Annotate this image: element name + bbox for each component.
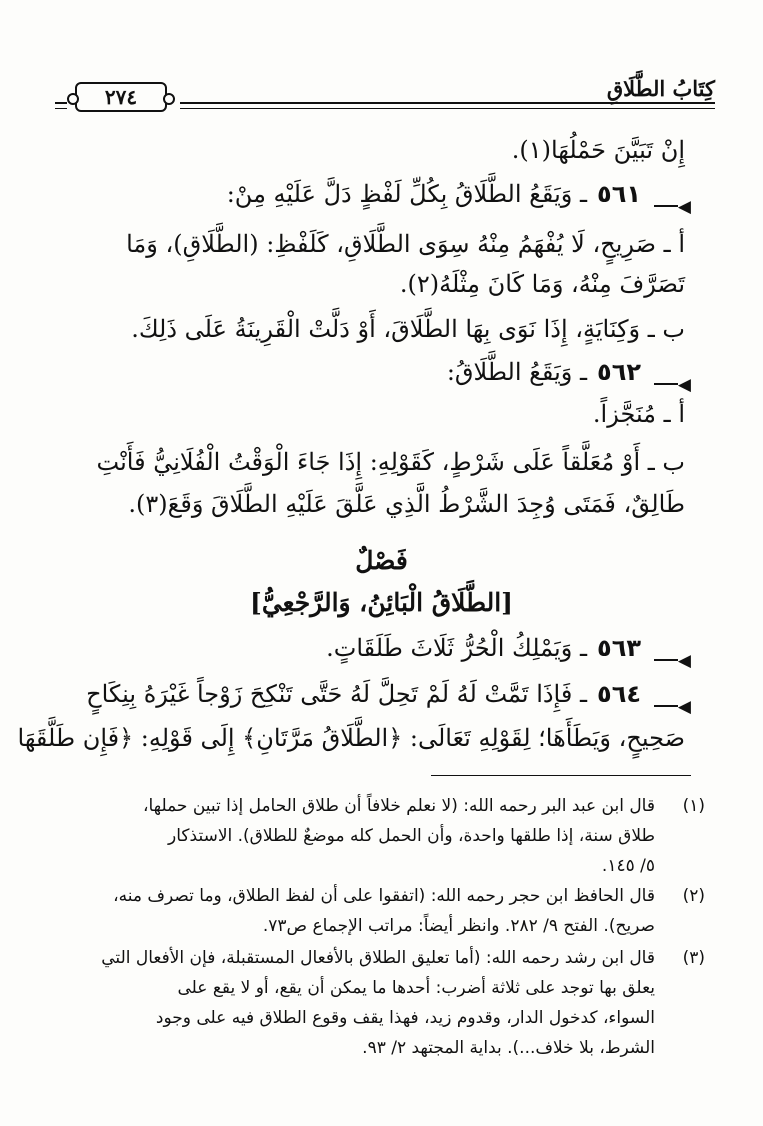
- footnote-line: قال الحافظ ابن حجر رحمه الله: (اتفقوا على أن لفظ الطلاق، وما تصرف منه،: [113, 886, 655, 906]
- footnote-number: (١): [682, 796, 705, 816]
- paragraph-text: ـ فَإِذَا تَمَّتْ لَهُ لَمْ تَحِلَّ لَهُ حَتَّى تَنْكِحَ زَوْجاً غَيْرَهُ بِنِكَاحٍ: [86, 680, 587, 708]
- paragraph-marker-icon: ◀: [654, 190, 691, 218]
- paragraph-number: ٥٦٣: [597, 634, 641, 662]
- header-rule-left: [55, 102, 67, 104]
- footnote-separator: [431, 775, 691, 776]
- page-number: ٢٧٤: [75, 82, 167, 112]
- paragraph-marker-icon: ◀: [654, 644, 691, 672]
- paragraph-marker-icon: ◀: [654, 690, 691, 718]
- footnote-line: قال ابن رشد رحمه الله: (أما تعليق الطلاق بالأفعال المستقبلة، فإن الأفعال التي: [101, 948, 655, 968]
- footnote-line: قال ابن عبد البر رحمه الله: (لا نعلم خلافاً أن طلاق الحامل إذا تبين حملها،: [142, 796, 655, 816]
- header-rule-left-thin: [55, 108, 67, 109]
- paragraph-number: ٥٦٤: [597, 680, 641, 708]
- paragraph-marker-icon: ◀: [654, 368, 691, 396]
- section-heading: فَصْلٌ: [355, 546, 408, 575]
- footnote-line: ٥/ ١٤٥.: [601, 856, 655, 876]
- paragraph-number: ٥٦٢: [597, 358, 641, 386]
- book-page: كِتَابُ الطَّلَاقِ ٢٧٤ إِنْ تَبَيَّنَ حَمْلُهَا(١). ◀ ٥٦١ ـ وَيَقَعُ الطَّلَاقُ بِكُلِّ لَفْظٍ دَلَّ عَلَيْهِ مِنْ: أ ـ صَرِيحٍ، لَا يُفْهَمُ مِنْهُ سِوَى الطَّلَاقِ، كَلَفْظِ: (الطَّلَاقِ)، وَمَا تَصَرَّفَ مِنْهُ، وَمَا كَانَ مِثْلَهُ(٢). ب ـ وَكِنَايَةٍ، إِذَا نَوَى بِهَا الطَّلَاقَ، أَوْ دَلَّتْ الْقَرِينَةُ عَلَى ذَلِكَ. ◀ ٥٦٢ ـ وَيَقَعُ الطَّلَاقُ: أ ـ مُنَجَّزاً. ب ـ أَوْ مُعَلَّقاً عَلَى شَرْطٍ، كَقَوْلِهِ: إِذَا جَاءَ الْوَقْتُ الْفُلَانِيُّ فَأَنْتِ طَالِقٌ، فَمَتَى وُجِدَ الشَّرْطُ الَّذِي عَلَّقَ عَلَيْهِ الطَّلَاقَ وَقَعَ(٣). فَصْلٌ [الطَّلَاقُ الْبَائِنُ، وَالرَّجْعِيُّ] ◀ ٥٦٣ ـ وَيَمْلِكُ الْحُرُّ ثَلَاثَ طَلَقَاتٍ. ◀ ٥٦٤ ـ فَإِذَا تَمَّتْ لَهُ لَمْ تَحِلَّ لَهُ حَتَّى تَنْكِحَ زَوْجاً غَيْرَهُ بِنِكَاحٍ صَحِيحٍ، وَيَطَأَهَا؛ لِقَوْلِهِ تَعَالَى: ﴿الطَّلَاقُ مَرَّتَانِ﴾ إِلَى قَوْلِهِ: ﴿فَإِن طَلَّقَهَا (١) قال ابن عبد البر رحمه الله: (لا نعلم خلافاً أن طلاق الحامل إذا تبين حملها، طلاق سنة، إذا طلقها واحدة، وأن الحمل كله موضعٌ للطلاق). الاستذكار ٥/ ١٤٥. (٢) قال الحافظ ابن حجر رحمه الله: (اتفقوا على أن لفظ الطلاق، وما تصرف منه، صريح). الفتح ٩/ ٢٨٢. وانظر أيضاً: مراتب الإجماع ص٧٣. (٣) قال ابن رشد رحمه الله: (أما تعليق الطلاق بالأفعال المستقبلة، فإن الأفعال التي يعلق بها توجد على ثلاثة أضرب: أحدها ما يمكن أن يقع، أو لا يقع على السواء، كدخول الدار، وقدوم زيد، فهذا يقف وقوع الطلاق فيه على وجود الشرط، بلا خلاف...). بداية المجتهد ٢/ ٩٣.: [0, 0, 763, 1126]
- paragraph-text: ـ وَيَقَعُ الطَّلَاقُ بِكُلِّ لَفْظٍ دَلَّ عَلَيْهِ مِنْ:: [226, 180, 587, 208]
- paragraph-number: ٥٦١: [597, 180, 641, 208]
- footnote-line: يعلق بها توجد على ثلاثة أضرب: أحدها ما يمكن أن يقع، أو لا يقع على: [177, 978, 655, 998]
- footnote-line: الشرط، بلا خلاف...). بداية المجتهد ٢/ ٩٣.: [362, 1038, 655, 1058]
- paragraph-text: ـ وَيَقَعُ الطَّلَاقُ:: [446, 358, 587, 386]
- header-rule-thin: [180, 108, 715, 109]
- page-header: [55, 66, 715, 116]
- paragraph-text: ـ وَيَمْلِكُ الْحُرُّ ثَلَاثَ طَلَقَاتٍ.: [326, 634, 587, 662]
- book-title: كِتَابُ الطَّلَاقِ: [606, 76, 715, 101]
- header-rule: [180, 102, 715, 104]
- footnote-number: (٣): [682, 948, 705, 968]
- footnote-line: السواء، كدخول الدار، وقدوم زيد، فهذا يقف وقوع الطلاق فيه على وجود: [155, 1008, 655, 1028]
- section-title: [الطَّلَاقُ الْبَائِنُ، وَالرَّجْعِيُّ]: [249, 588, 513, 617]
- footnote-number: (٢): [682, 886, 705, 906]
- footnote-line: صريح). الفتح ٩/ ٢٨٢. وانظر أيضاً: مراتب الإجماع ص٧٣.: [262, 916, 655, 936]
- footnote-line: طلاق سنة، إذا طلقها واحدة، وأن الحمل كله موضعٌ للطلاق). الاستذكار: [168, 826, 655, 846]
